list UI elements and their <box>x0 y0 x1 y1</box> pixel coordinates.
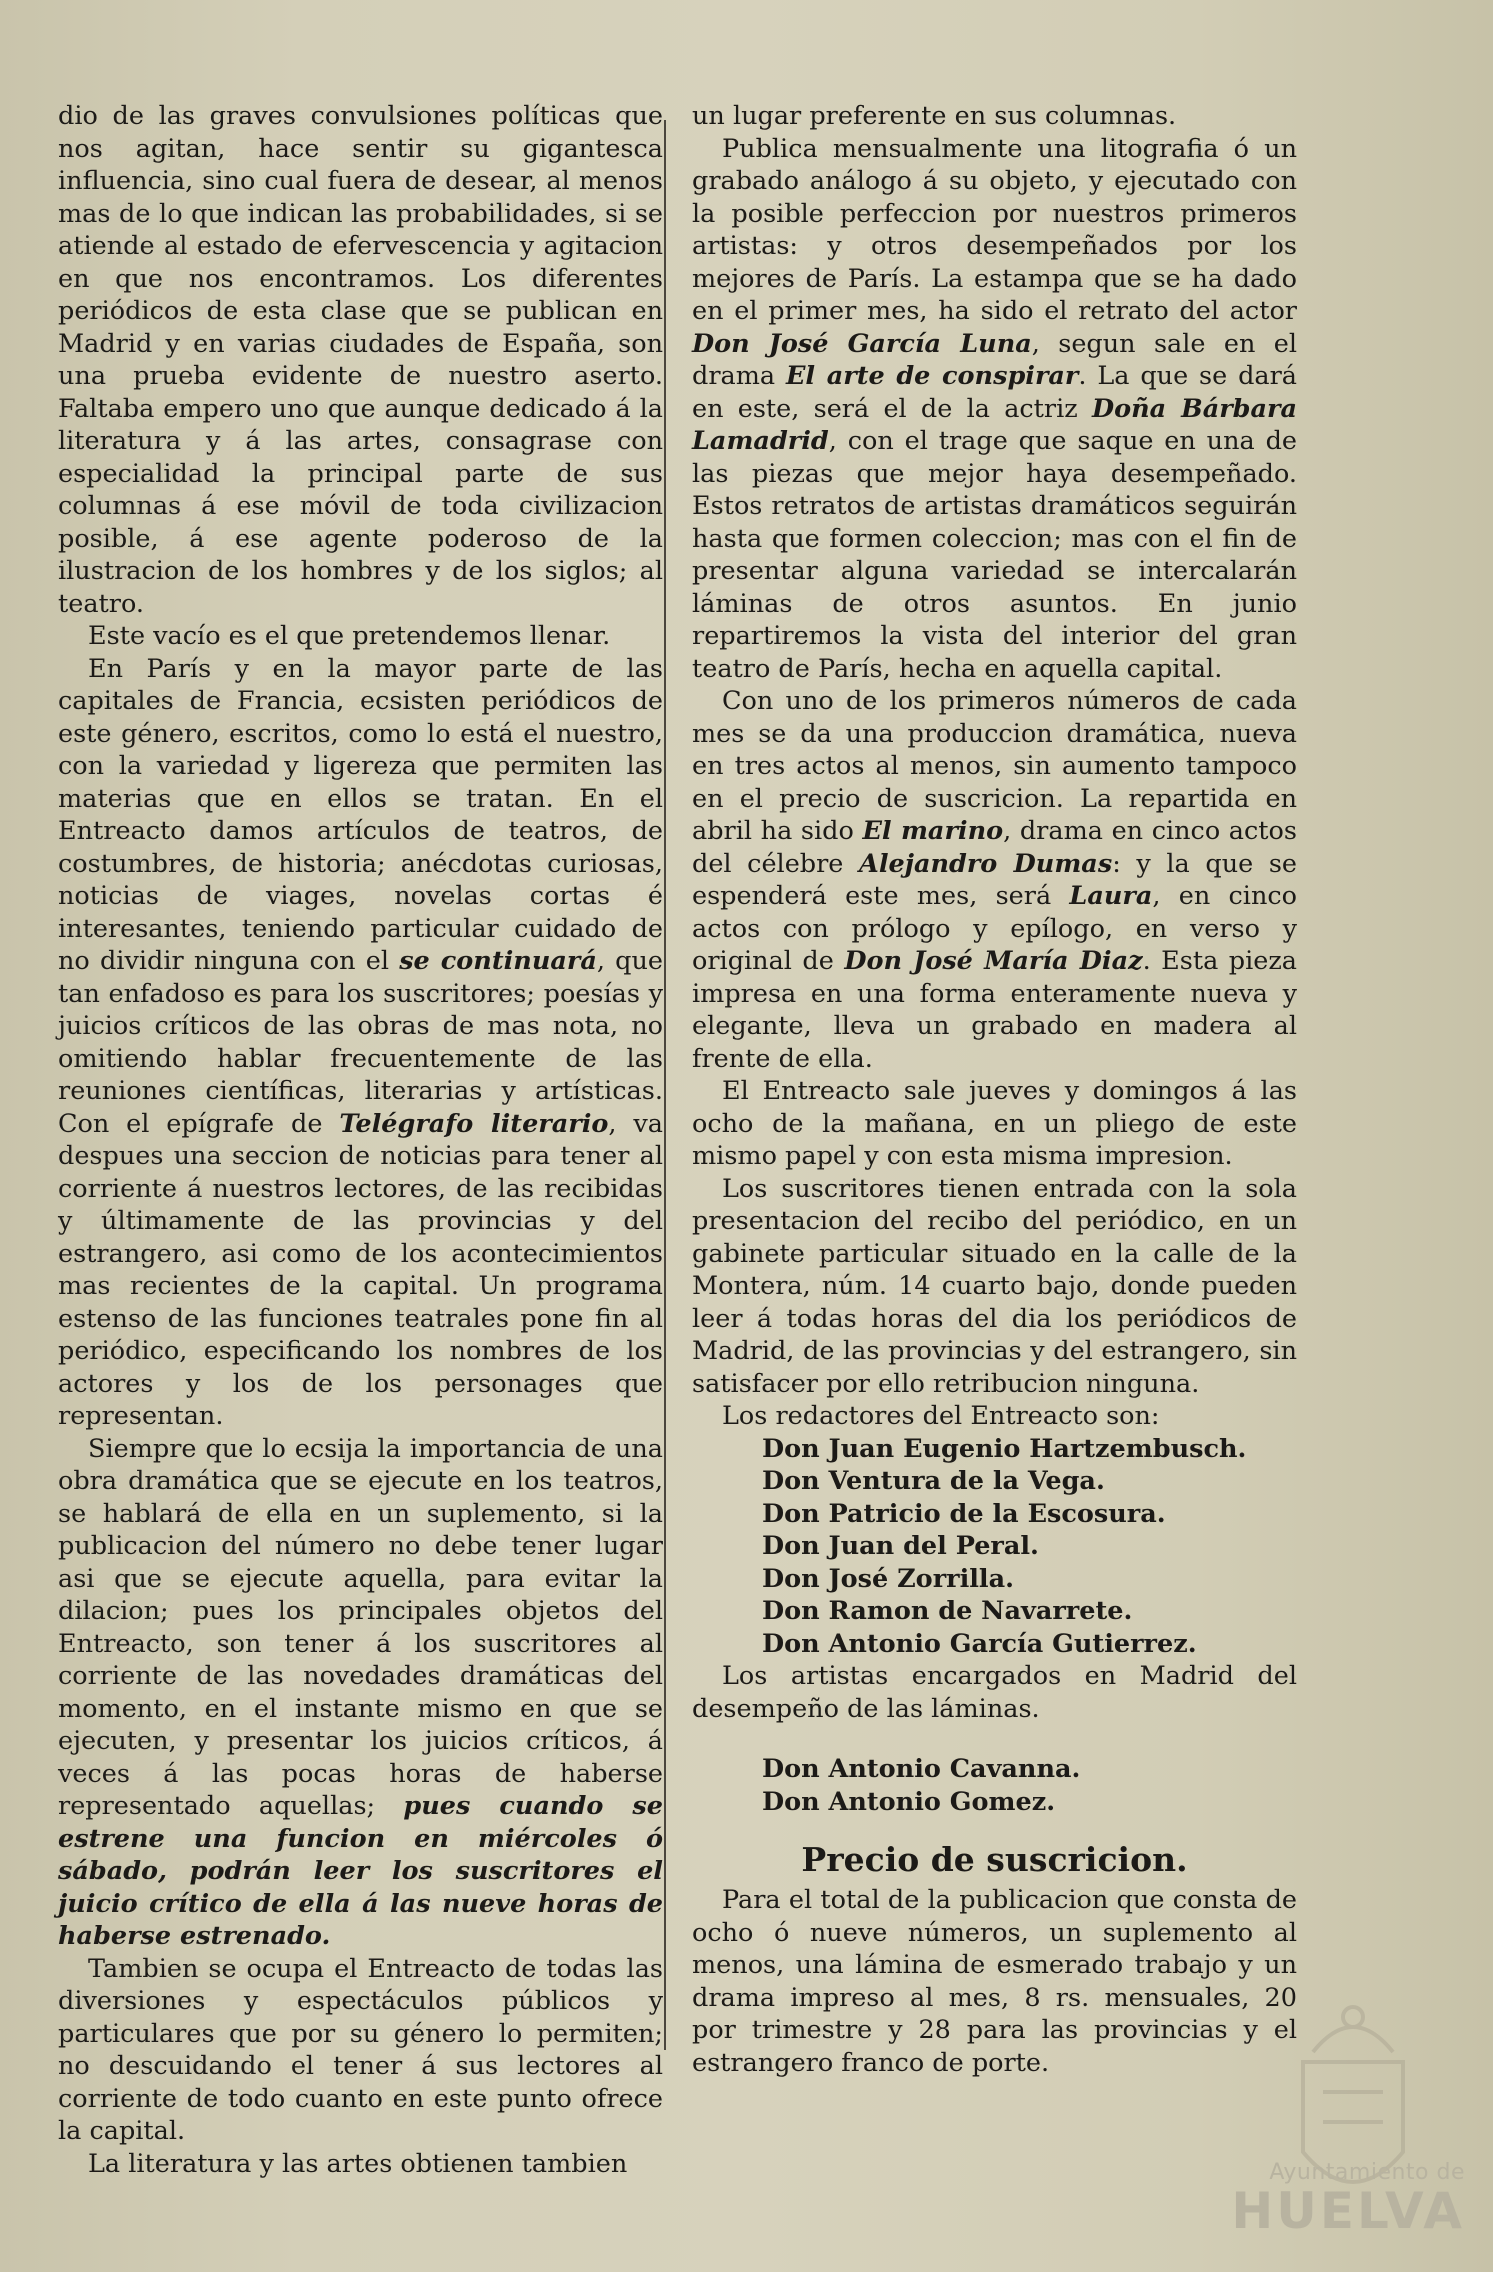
left-paragraph-1: dio de las graves convulsiones políticas que nos agitan, hace sentir su gigantesca influencia, sino cual fuera de desear, al menos mas de lo que indican las probabilidades, si se atiende al estado de efervescencia y agitacion en que nos encontramos. Los diferentes periódicos de esta clase que se publican en Madrid y en varias ciudades de España, son una prueba evidente de nuestro aserto. Faltaba empero uno que aunque dedicado á la literatura y á las artes, consagrase con especialidad la principal parte de sus columnas á ese móvil de toda civilizacion posible, á ese agente poderoso de la ilustracion de los hombres y de los siglos; al teatro. <box>58 101 663 619</box>
editor-name: Don Ventura de la Vega. <box>762 1466 1105 1496</box>
right-paragraph-3: Con uno de los primeros números de cada mes se da una produccion dramática, nueva en tres actos al menos, sin aumento tampoco en el precio de suscricion. La repartida en abril ha sido El marino, drama en cinco actos del célebre Alejandro Dumas: y la que se espenderá este mes, será Laura, en cinco actos con prólogo y epílogo, en verso y original de Don José María Diaz. Esta pieza impresa en una forma enteramente nueva y elegante, lleva un grabado en madera al frente de ella. <box>692 686 1298 1074</box>
editors-list <box>692 1433 1297 1661</box>
artists-intro: Los artistas encargados en Madrid del desempeño de las láminas. <box>692 1661 1297 1724</box>
left-paragraph-3: En París y en la mayor parte de las capitales de Francia, ecsisten periódicos de este género, escritos, como lo está el nuestro, con la variedad y ligereza que permiten las materias que en ellos se tratan. En el Entreacto damos artículos de teatros, de costumbres, de historia; anécdotas curiosas, noticias de viages, novelas cortas é interesantes, teniendo particular cuidado de no dividir ninguna con el se continuará, que tan enfadoso es para los suscritores; poesías y juicios críticos de las obras de mas nota, no omitiendo hablar frecuentemente de las reuniones científicas, literarias y artísticas. Con el epígrafe de Telégrafo literario, va despues una seccion de noticias para tener al corriente á nuestros lectores, de las recibidas y últimamente de las provincias y del estrangero, asi como de los acontecimientos mas recientes de la capital. Un programa estenso de las funciones teatrales pone fin al periódico, especificando los nombres de los actores y los de los personages que representan. <box>58 653 663 1431</box>
price-heading: Precio de suscricion. <box>801 1840 1188 1879</box>
editor-name: Don Ramon de Navarrete. <box>762 1596 1133 1626</box>
editors-intro: Los redactores del Entreacto son: <box>722 1401 1160 1431</box>
right-paragraph-4: El Entreacto sale jueves y domingos á las ocho de la mañana, en un pliego de este mismo papel y con esta misma impresion. <box>692 1076 1297 1171</box>
watermark-line-1: Ayuntamiento de <box>1269 2160 1465 2185</box>
left-column <box>58 100 663 2180</box>
left-paragraph-2: Este vacío es el que pretendemos llenar. <box>88 621 611 651</box>
watermark <box>1231 2160 1465 2240</box>
editor-name: Don Antonio García Gutierrez. <box>762 1628 1197 1659</box>
editor-name: Don Patricio de la Escosura. <box>762 1498 1166 1529</box>
artists-list <box>692 1753 1297 1818</box>
editor-name: Don Juan Eugenio Hartzembusch. <box>762 1433 1247 1464</box>
right-column <box>692 100 1297 2079</box>
artist-name: Don Antonio Cavanna. <box>762 1754 1081 1784</box>
left-paragraph-4: Siempre que lo ecsija la importancia de una obra dramática que se ejecute en los teatros, se hablará de ella en un suplemento, si la publicacion del número no debe tener lugar asi que se ejecute aquella, para evitar la dilacion; pues los principales objetos del Entreacto, son tener á los suscritores al corriente de las novedades dramáticas del momento, en el instante mismo en que se ejecuten, y presentar los juicios críticos, á veces á las pocas horas de haberse representado aquellas; pues cuando se estrene una funcion en miércoles ó sábado, podrán leer los suscritores el juicio crítico de ella á las nueve horas de haberse estrenado. <box>58 1433 663 1951</box>
editor-name: Don José Zorrilla. <box>762 1563 1015 1594</box>
right-paragraph-5: Los suscritores tienen entrada con la sola presentacion del recibo del periódico, en un gabinete particular situado en la calle de la Montera, núm. 14 cuarto bajo, donde pueden leer á todas horas del dia los periódicos de Madrid, de las provincias y del estrangero, sin satisfacer por ello retribucion ninguna. <box>692 1173 1297 1399</box>
left-paragraph-6: La literatura y las artes obtienen tambien <box>88 2148 628 2179</box>
artist-name: Don Antonio Gomez. <box>762 1786 1056 1817</box>
left-paragraph-5: Tambien se ocupa el Entreacto de todas las diversiones y espectáculos públicos y particulares que por su género lo permiten; no descuidando el tener á sus lectores al corriente de todo cuanto en este punto ofrece la capital. <box>58 1953 663 2146</box>
editor-name: Don Juan del Peral. <box>762 1531 1039 1561</box>
column-divider <box>664 120 666 2050</box>
watermark-line-2: HUELVA <box>1231 2182 1465 2240</box>
right-paragraph-1: un lugar preferente en sus columnas. <box>692 101 1177 131</box>
right-paragraph-2: Publica mensualmente una litografia ó un grabado análogo á su objeto, y ejecutado con la posible perfeccion por nuestros primeros artistas: y otros desempeñados por los mejores de París. La estampa que se ha dado en el primer mes, ha sido el retrato del actor Don José García Luna, segun sale en el drama El arte de conspirar. La que se dará en este, será el de la actriz Doña Bárbara Lamadrid, con el trage que saque en una de las piezas que mejor haya desempeñado. Estos retratos de artistas dramáticos seguirán hasta que formen coleccion; mas con el fin de presentar alguna variedad se intercalarán láminas de otros asuntos. En junio repartiremos la vista del interior del gran teatro de París, hecha en aquella capital. <box>692 133 1298 684</box>
price-paragraph: Para el total de la publicacion que consta de ocho ó nueve números, un suplemento al menos, una lámina de esmerado trabajo y un drama impreso al mes, 8 rs. mensuales, 20 por trimestre y 28 para las provincias y el estrangero franco de porte. <box>692 1885 1297 2078</box>
